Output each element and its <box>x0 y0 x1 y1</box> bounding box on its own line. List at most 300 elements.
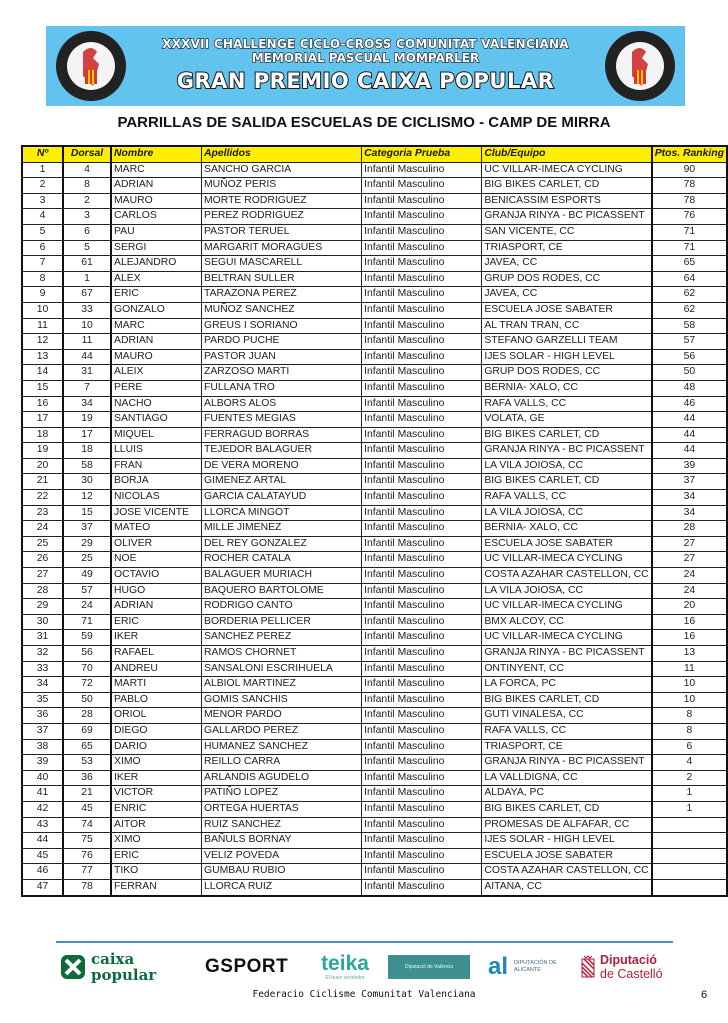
cell-categoria: Infantil Masculino <box>362 224 482 240</box>
cell-number: 4 <box>22 209 63 225</box>
cell-ranking: 50 <box>652 365 727 381</box>
cell-club: BIG BIKES CARLET, CD <box>482 427 652 443</box>
table-row <box>22 786 727 802</box>
cell-dorsal: 65 <box>63 739 111 755</box>
cell-nombre: IKER <box>111 630 202 646</box>
cell-ranking: 76 <box>652 209 727 225</box>
footer-divider <box>56 941 673 943</box>
cell-dorsal: 74 <box>63 817 111 833</box>
column-header-apellidos: Apellidos <box>202 146 362 162</box>
table-row <box>22 287 727 303</box>
cell-dorsal: 15 <box>63 505 111 521</box>
cell-dorsal: 8 <box>63 178 111 194</box>
cell-apellidos: VELIZ POVEDA <box>202 848 362 864</box>
cell-ranking <box>652 864 727 880</box>
cell-club: BENICASSIM ESPORTS <box>482 193 652 209</box>
cell-ranking: 10 <box>652 677 727 693</box>
cell-dorsal: 28 <box>63 708 111 724</box>
cell-club: BMX ALCOY, CC <box>482 614 652 630</box>
cell-apellidos: MARGARIT MORAGUES <box>202 240 362 256</box>
table-row <box>22 521 727 537</box>
table-row <box>22 193 727 209</box>
cell-categoria: Infantil Masculino <box>362 614 482 630</box>
cell-club: JAVEA, CC <box>482 256 652 272</box>
cell-number: 40 <box>22 770 63 786</box>
cell-ranking: 16 <box>652 630 727 646</box>
cell-apellidos: PARDO PUCHE <box>202 334 362 350</box>
cell-apellidos: SANSALONI ESCRIHUELA <box>202 661 362 677</box>
table-row <box>22 599 727 615</box>
cell-categoria: Infantil Masculino <box>362 490 482 506</box>
cell-number: 22 <box>22 490 63 506</box>
table-row <box>22 661 727 677</box>
cell-nombre: PERE <box>111 380 202 396</box>
cell-club: UC VILLAR-IMECA CYCLING <box>482 630 652 646</box>
table-row <box>22 833 727 849</box>
cell-categoria: Infantil Masculino <box>362 864 482 880</box>
cell-categoria: Infantil Masculino <box>362 380 482 396</box>
cell-nombre: ADRIAN <box>111 334 202 350</box>
table-row <box>22 334 727 350</box>
cell-number: 24 <box>22 521 63 537</box>
table-row <box>22 162 727 178</box>
table-row <box>22 209 727 225</box>
table-row <box>22 583 727 599</box>
cell-apellidos: TEJEDOR BALAGUER <box>202 443 362 459</box>
cell-dorsal: 53 <box>63 755 111 771</box>
cell-apellidos: MORTE RODRIGUEZ <box>202 193 362 209</box>
cell-dorsal: 33 <box>63 302 111 318</box>
cell-apellidos: PASTOR JUAN <box>202 349 362 365</box>
cell-number: 35 <box>22 692 63 708</box>
cell-club: PROMESAS DE ALFAFAR, CC <box>482 817 652 833</box>
cell-apellidos: FERRAGUD BORRAS <box>202 427 362 443</box>
cell-club: UC VILLAR-IMECA CYCLING <box>482 552 652 568</box>
cell-apellidos: DE VERA MORENO <box>202 458 362 474</box>
cell-apellidos: BAQUERO BARTOLOME <box>202 583 362 599</box>
cell-dorsal: 5 <box>63 240 111 256</box>
cell-apellidos: FUENTES MEGIAS <box>202 412 362 428</box>
cell-dorsal: 72 <box>63 677 111 693</box>
cell-dorsal: 31 <box>63 365 111 381</box>
cell-categoria: Infantil Masculino <box>362 801 482 817</box>
cell-nombre: ENRIC <box>111 801 202 817</box>
table-row <box>22 646 727 662</box>
cell-ranking: 34 <box>652 505 727 521</box>
cell-number: 42 <box>22 801 63 817</box>
cell-categoria: Infantil Masculino <box>362 365 482 381</box>
table-row <box>22 490 727 506</box>
table-row <box>22 692 727 708</box>
cell-nombre: MAURO <box>111 349 202 365</box>
table-row <box>22 458 727 474</box>
cell-dorsal: 70 <box>63 661 111 677</box>
cell-number: 31 <box>22 630 63 646</box>
cell-dorsal: 21 <box>63 786 111 802</box>
banner-line3: GRAN PREMIO CAIXA POPULAR <box>176 69 555 93</box>
cell-apellidos: BELTRAN SULLER <box>202 271 362 287</box>
cell-club: COSTA AZAHAR CASTELLON, CC <box>482 568 652 584</box>
cell-dorsal: 37 <box>63 521 111 537</box>
cell-nombre: DARIO <box>111 739 202 755</box>
banner-line1: XXXVII CHALLENGE CICLO-CROSS COMUNITAT VALENCIANA <box>162 37 569 51</box>
cell-nombre: PAU <box>111 224 202 240</box>
cell-number: 3 <box>22 193 63 209</box>
cell-club: UC VILLAR-IMECA CYCLING <box>482 162 652 178</box>
cell-categoria: Infantil Masculino <box>362 599 482 615</box>
cell-categoria: Infantil Masculino <box>362 178 482 194</box>
cell-apellidos: GREUS I SORIANO <box>202 318 362 334</box>
cell-nombre: SERGI <box>111 240 202 256</box>
cell-nombre: ERIC <box>111 614 202 630</box>
table-row <box>22 443 727 459</box>
cell-apellidos: TARAZONA PEREZ <box>202 287 362 303</box>
cell-categoria: Infantil Masculino <box>362 240 482 256</box>
cell-dorsal: 12 <box>63 490 111 506</box>
cell-apellidos: SANCHO GARCIA <box>202 162 362 178</box>
cell-apellidos: MUÑOZ SANCHEZ <box>202 302 362 318</box>
cell-nombre: JOSE VICENTE <box>111 505 202 521</box>
table-row <box>22 630 727 646</box>
cell-categoria: Infantil Masculino <box>362 209 482 225</box>
cell-apellidos: HUMANEZ SANCHEZ <box>202 739 362 755</box>
cell-nombre: CARLOS <box>111 209 202 225</box>
cell-number: 10 <box>22 302 63 318</box>
cell-ranking: 71 <box>652 240 727 256</box>
cell-ranking: 64 <box>652 271 727 287</box>
cell-dorsal: 67 <box>63 287 111 303</box>
cell-ranking: 8 <box>652 708 727 724</box>
cell-ranking: 24 <box>652 583 727 599</box>
cell-ranking: 39 <box>652 458 727 474</box>
cell-ranking: 27 <box>652 552 727 568</box>
table-row <box>22 224 727 240</box>
cell-categoria: Infantil Masculino <box>362 879 482 895</box>
table-row <box>22 427 727 443</box>
cell-categoria: Infantil Masculino <box>362 443 482 459</box>
cell-number: 11 <box>22 318 63 334</box>
cell-dorsal: 61 <box>63 256 111 272</box>
cell-nombre: MARC <box>111 318 202 334</box>
cell-number: 36 <box>22 708 63 724</box>
cell-dorsal: 57 <box>63 583 111 599</box>
cell-categoria: Infantil Masculino <box>362 318 482 334</box>
cell-club: GRANJA RINYA - BC PICASSENT <box>482 755 652 771</box>
cell-ranking: 13 <box>652 646 727 662</box>
cell-categoria: Infantil Masculino <box>362 505 482 521</box>
cell-club: GRUP DOS RODES, CC <box>482 365 652 381</box>
table-row <box>22 271 727 287</box>
cell-nombre: ERIC <box>111 848 202 864</box>
cell-club: LA VILA JOIOSA, CC <box>482 505 652 521</box>
cell-apellidos: GUMBAU RUBIO <box>202 864 362 880</box>
cell-categoria: Infantil Masculino <box>362 162 482 178</box>
cell-club: ESCUELA JOSE SABATER <box>482 848 652 864</box>
cell-ranking: 1 <box>652 786 727 802</box>
teika-tagline: El buen vendedor <box>325 974 365 981</box>
cell-dorsal: 56 <box>63 646 111 662</box>
cell-ranking: 78 <box>652 193 727 209</box>
cell-number: 28 <box>22 583 63 599</box>
cell-apellidos: ORTEGA HUERTAS <box>202 801 362 817</box>
cell-categoria: Infantil Masculino <box>362 770 482 786</box>
table-row <box>22 848 727 864</box>
cell-club: LA VILA JOIOSA, CC <box>482 583 652 599</box>
cell-club: SAN VICENTE, CC <box>482 224 652 240</box>
cell-club: ALDAYA, PC <box>482 786 652 802</box>
cell-ranking: 44 <box>652 412 727 428</box>
cell-ranking: 78 <box>652 178 727 194</box>
cell-club: ESCUELA JOSE SABATER <box>482 302 652 318</box>
cell-club: LA FORCA, PC <box>482 677 652 693</box>
caixa-line2: popular <box>91 966 157 984</box>
cell-number: 19 <box>22 443 63 459</box>
cell-nombre: XIMO <box>111 755 202 771</box>
cell-apellidos: DEL REY GONZALEZ <box>202 536 362 552</box>
cell-number: 44 <box>22 833 63 849</box>
cell-categoria: Infantil Masculino <box>362 739 482 755</box>
federation-seal-icon <box>55 30 127 102</box>
cell-number: 12 <box>22 334 63 350</box>
cell-nombre: MARTI <box>111 677 202 693</box>
cell-dorsal: 24 <box>63 599 111 615</box>
cell-apellidos: RUIZ SANCHEZ <box>202 817 362 833</box>
cell-ranking: 1 <box>652 801 727 817</box>
diputacio-valencia-logo: Diputació de València <box>388 955 470 979</box>
cell-number: 32 <box>22 646 63 662</box>
cell-club: ESCUELA JOSE SABATER <box>482 536 652 552</box>
cell-categoria: Infantil Masculino <box>362 458 482 474</box>
cell-nombre: MATEO <box>111 521 202 537</box>
cell-ranking: 10 <box>652 692 727 708</box>
cell-dorsal: 1 <box>63 271 111 287</box>
cell-dorsal: 4 <box>63 162 111 178</box>
cell-categoria: Infantil Masculino <box>362 817 482 833</box>
caixa-popular-icon <box>60 954 86 980</box>
cell-nombre: HUGO <box>111 583 202 599</box>
table-row <box>22 879 727 895</box>
cell-dorsal: 30 <box>63 474 111 490</box>
caixa-popular-logo <box>60 950 196 984</box>
cell-number: 5 <box>22 224 63 240</box>
column-header-categoria: Categoria Prueba <box>362 146 482 162</box>
alicante-text: DIPUTACIÓN DE ALICANTE <box>514 960 557 973</box>
cell-categoria: Infantil Masculino <box>362 334 482 350</box>
cell-ranking: 20 <box>652 599 727 615</box>
cell-club: AL TRAN TRAN, CC <box>482 318 652 334</box>
cell-ranking: 57 <box>652 334 727 350</box>
castello-line1: Diputació <box>600 953 657 967</box>
cell-nombre: ERIC <box>111 287 202 303</box>
cell-number: 39 <box>22 755 63 771</box>
cell-dorsal: 76 <box>63 848 111 864</box>
cell-ranking: 8 <box>652 723 727 739</box>
cell-ranking: 27 <box>652 536 727 552</box>
cell-dorsal: 58 <box>63 458 111 474</box>
cell-ranking: 24 <box>652 568 727 584</box>
diputacion-alicante-logo <box>488 950 572 984</box>
cell-nombre: SANTIAGO <box>111 412 202 428</box>
cell-dorsal: 50 <box>63 692 111 708</box>
cell-club: IJES SOLAR - HIGH LEVEL <box>482 349 652 365</box>
cell-nombre: AITOR <box>111 817 202 833</box>
table-row <box>22 365 727 381</box>
cell-club: RAFA VALLS, CC <box>482 490 652 506</box>
cell-number: 23 <box>22 505 63 521</box>
cell-apellidos: RODRIGO CANTO <box>202 599 362 615</box>
cell-club: GRANJA RINYA - BC PICASSENT <box>482 209 652 225</box>
table-row <box>22 240 727 256</box>
table-row <box>22 864 727 880</box>
cell-dorsal: 29 <box>63 536 111 552</box>
cell-number: 14 <box>22 365 63 381</box>
cell-dorsal: 59 <box>63 630 111 646</box>
cell-number: 47 <box>22 879 63 895</box>
cell-number: 38 <box>22 739 63 755</box>
cell-number: 2 <box>22 178 63 194</box>
cell-categoria: Infantil Masculino <box>362 677 482 693</box>
cell-categoria: Infantil Masculino <box>362 630 482 646</box>
cell-apellidos: ALBORS ALOS <box>202 396 362 412</box>
table-row <box>22 739 727 755</box>
column-header-club: Club/Equipo <box>482 146 652 162</box>
cell-apellidos: BORDERIA PELLICER <box>202 614 362 630</box>
cell-ranking: 46 <box>652 396 727 412</box>
cell-club: JAVEA, CC <box>482 287 652 303</box>
table-header-row <box>22 146 727 162</box>
cell-dorsal: 77 <box>63 864 111 880</box>
cell-apellidos: PATIÑO LOPEZ <box>202 786 362 802</box>
cell-dorsal: 71 <box>63 614 111 630</box>
cell-ranking: 2 <box>652 770 727 786</box>
cell-apellidos: MUÑOZ PERIS <box>202 178 362 194</box>
cell-ranking: 90 <box>652 162 727 178</box>
cell-categoria: Infantil Masculino <box>362 302 482 318</box>
cell-club: GRUP DOS RODES, CC <box>482 271 652 287</box>
cell-number: 33 <box>22 661 63 677</box>
cell-number: 6 <box>22 240 63 256</box>
cell-dorsal: 44 <box>63 349 111 365</box>
cell-nombre: FERRAN <box>111 879 202 895</box>
cell-dorsal: 36 <box>63 770 111 786</box>
cell-nombre: ANDREU <box>111 661 202 677</box>
cell-categoria: Infantil Masculino <box>362 723 482 739</box>
cell-categoria: Infantil Masculino <box>362 708 482 724</box>
cell-nombre: MIQUEL <box>111 427 202 443</box>
cell-number: 43 <box>22 817 63 833</box>
table-row <box>22 396 727 412</box>
table-row <box>22 614 727 630</box>
cell-nombre: NACHO <box>111 396 202 412</box>
cell-nombre: PABLO <box>111 692 202 708</box>
cell-ranking: 44 <box>652 427 727 443</box>
table-row <box>22 568 727 584</box>
cell-club: RAFA VALLS, CC <box>482 396 652 412</box>
cell-dorsal: 19 <box>63 412 111 428</box>
cell-nombre: NICOLAS <box>111 490 202 506</box>
cell-nombre: NOE <box>111 552 202 568</box>
cell-dorsal: 78 <box>63 879 111 895</box>
cell-apellidos: BAÑULS BORNAY <box>202 833 362 849</box>
cell-nombre: OLIVER <box>111 536 202 552</box>
cell-dorsal: 3 <box>63 209 111 225</box>
cell-apellidos: FULLANA TRO <box>202 380 362 396</box>
column-header-dorsal: Dorsal <box>63 146 111 162</box>
cell-ranking: 6 <box>652 739 727 755</box>
cell-ranking <box>652 833 727 849</box>
cell-apellidos: GARCIA CALATAYUD <box>202 490 362 506</box>
column-header-number: Nº <box>22 146 63 162</box>
diputacio-castello-logo <box>580 950 680 984</box>
cell-ranking <box>652 879 727 895</box>
cell-categoria: Infantil Masculino <box>362 271 482 287</box>
cell-categoria: Infantil Masculino <box>362 349 482 365</box>
cell-categoria: Infantil Masculino <box>362 256 482 272</box>
cell-categoria: Infantil Masculino <box>362 583 482 599</box>
cell-club: GRANJA RINYA - BC PICASSENT <box>482 646 652 662</box>
cell-dorsal: 69 <box>63 723 111 739</box>
cell-dorsal: 34 <box>63 396 111 412</box>
cell-categoria: Infantil Masculino <box>362 552 482 568</box>
cell-number: 17 <box>22 412 63 428</box>
cell-club: ONTINYENT, CC <box>482 661 652 677</box>
cell-categoria: Infantil Masculino <box>362 661 482 677</box>
cell-ranking: 16 <box>652 614 727 630</box>
table-row <box>22 677 727 693</box>
cell-number: 9 <box>22 287 63 303</box>
cell-number: 34 <box>22 677 63 693</box>
cell-categoria: Infantil Masculino <box>362 287 482 303</box>
cell-nombre: ADRIAN <box>111 599 202 615</box>
cell-nombre: OCTAVIO <box>111 568 202 584</box>
cell-categoria: Infantil Masculino <box>362 412 482 428</box>
cell-number: 27 <box>22 568 63 584</box>
cell-nombre: ALEJANDRO <box>111 256 202 272</box>
castello-flag-icon <box>580 955 596 979</box>
cell-dorsal: 2 <box>63 193 111 209</box>
cell-apellidos: ALBIOL MARTINEZ <box>202 677 362 693</box>
cell-apellidos: GALLARDO PEREZ <box>202 723 362 739</box>
cell-apellidos: ZARZOSO MARTI <box>202 365 362 381</box>
cell-club: BIG BIKES CARLET, CD <box>482 474 652 490</box>
cell-ranking: 65 <box>652 256 727 272</box>
castello-line2: de Castelló <box>600 967 663 981</box>
cell-number: 45 <box>22 848 63 864</box>
cell-club: VOLATA, GE <box>482 412 652 428</box>
alicante-mark: al <box>488 953 509 980</box>
cell-number: 46 <box>22 864 63 880</box>
cell-ranking: 34 <box>652 490 727 506</box>
banner-line2: MEMORIAL PASCUAL MOMPARLER <box>251 51 480 65</box>
cell-dorsal: 45 <box>63 801 111 817</box>
table-row <box>22 552 727 568</box>
cell-apellidos: PASTOR TERUEL <box>202 224 362 240</box>
cell-apellidos: ROCHER CATALA <box>202 552 362 568</box>
cell-categoria: Infantil Masculino <box>362 568 482 584</box>
cell-number: 21 <box>22 474 63 490</box>
cell-categoria: Infantil Masculino <box>362 692 482 708</box>
cell-dorsal: 17 <box>63 427 111 443</box>
cell-apellidos: ARLANDIS AGUDELO <box>202 770 362 786</box>
cell-ranking: 4 <box>652 755 727 771</box>
cell-number: 8 <box>22 271 63 287</box>
cell-dorsal: 49 <box>63 568 111 584</box>
cell-apellidos: LLORCA RUIZ <box>202 879 362 895</box>
cell-categoria: Infantil Masculino <box>362 646 482 662</box>
cell-dorsal: 18 <box>63 443 111 459</box>
cell-categoria: Infantil Masculino <box>362 474 482 490</box>
column-header-ranking: Ptos. Ranking <box>652 146 727 162</box>
